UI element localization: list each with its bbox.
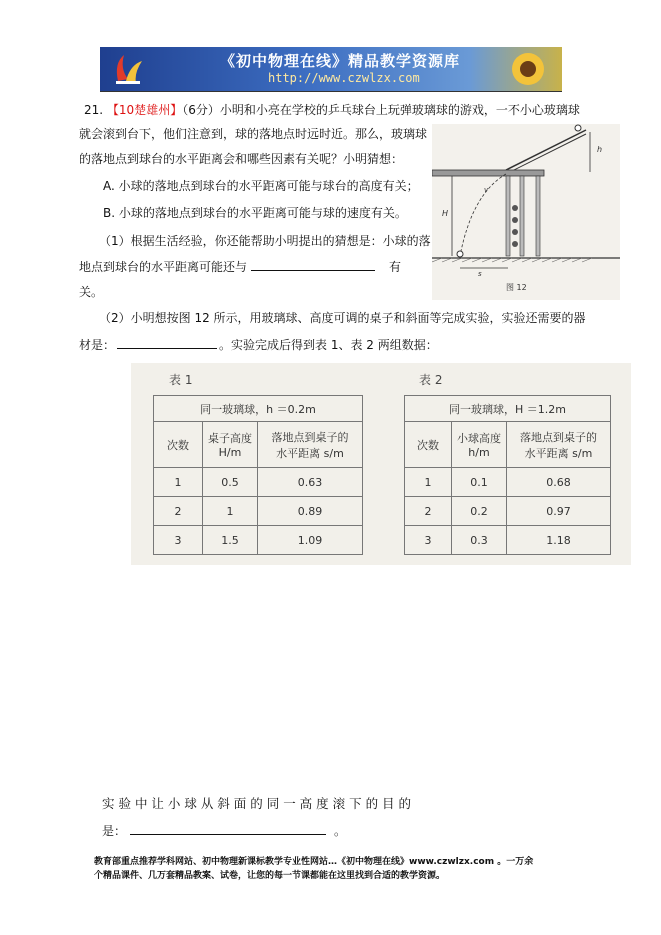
- q2-line-2-pre: 材是：: [79, 338, 116, 352]
- question-line-3: 的落地点到球台的水平距离会和哪些因素有关呢？小明猜想：: [79, 152, 404, 166]
- footer-line-2: 个精品课件、几万套精品教案、试卷，让您的每一节课都能在这里找到合适的教学资源。: [94, 871, 446, 881]
- label-v: v: [484, 186, 489, 194]
- q1-line-1: （1）根据生活经验，你还能帮助小明提出的猜想是：小球的落: [99, 234, 431, 248]
- q3-answer-blank[interactable]: [130, 822, 326, 835]
- question-source: 【10楚雄州】: [106, 103, 183, 117]
- table-row: 2 0.2 0.97: [405, 497, 611, 526]
- table1-title: 同一玻璃球，h ＝0.2m: [154, 396, 363, 422]
- q1-line-3: 关。: [79, 285, 104, 299]
- q3-line-2-pre: 是：: [102, 824, 127, 838]
- question-number: 21.: [84, 103, 104, 117]
- q2-line-1: （2）小明想按图 12 所示，用玻璃球、高度可调的桌子和斜面等完成实验，实验还需要的器: [99, 311, 586, 325]
- data-tables: [131, 363, 631, 565]
- table-row: 3 0.3 1.18: [405, 526, 611, 555]
- table2-header-distance: 落地点到桌子的 水平距离 s/m: [507, 422, 611, 468]
- table2-caption: 表 2: [419, 373, 443, 387]
- footer-note: [94, 855, 584, 883]
- table1-header-height: 桌子高度 H/m: [203, 422, 258, 468]
- table1-header-distance: 落地点到桌子的 水平距离 s/m: [258, 422, 363, 468]
- table-row: 1 0.1 0.68: [405, 468, 611, 497]
- site-logo-icon: [110, 51, 146, 87]
- q3-line-1: 实 验 中 让 小 球 从 斜 面 的 同 一 高 度 滚 下 的 目 的: [102, 796, 412, 811]
- table-2: [404, 395, 611, 555]
- q2-answer-blank[interactable]: [117, 336, 217, 349]
- q1-line-2-post: 有: [389, 260, 402, 274]
- table2-header-count: 次数: [405, 422, 452, 468]
- q3-line-2-post: 。: [334, 824, 347, 838]
- table-row: 1 0.5 0.63: [154, 468, 363, 497]
- q1-line-2-pre: 地点到球台的水平距离可能还与: [79, 260, 248, 274]
- question-score: （6分）: [182, 103, 220, 117]
- label-H: H: [442, 209, 449, 218]
- banner-title: 《初中物理在线》精品教学资源库: [220, 52, 461, 70]
- table-row: 3 1.5 1.09: [154, 526, 363, 555]
- option-b: B. 小球的落地点到球台的水平距离可能与球的速度有关。: [103, 206, 407, 220]
- question-line-1: [84, 102, 580, 118]
- question-line-2: 就会滚到台下，他们注意到，球的落地点时远时近。那么，玻璃球: [79, 127, 428, 141]
- label-h: h: [597, 145, 603, 154]
- figure-12: [432, 124, 620, 300]
- footer-line-1: 教育部重点推荐学科网站、初中物理新课标教学专业性网站…《初中物理在线》www.czwlzx.com 。一万余: [94, 857, 534, 867]
- table1-caption: 表 1: [169, 373, 193, 387]
- table1-header-count: 次数: [154, 422, 203, 468]
- table-1: [153, 395, 363, 555]
- figure-caption: 图 12: [506, 283, 527, 292]
- table2-title: 同一玻璃球，H ＝1.2m: [405, 396, 611, 422]
- table-row: 2 1 0.89: [154, 497, 363, 526]
- q3-line-2: [102, 822, 346, 839]
- label-s: s: [478, 270, 482, 278]
- table2-header-height: 小球高度 h/m: [452, 422, 507, 468]
- q2-line-2: [79, 336, 438, 353]
- banner-url: http://www.czwlzx.com: [268, 71, 420, 85]
- q2-line-2-post: 。实验完成后得到表 1、表 2 两组数据：: [219, 338, 438, 352]
- question-line-1-text: 小明和小亮在学校的乒乓球台上玩弹玻璃球的游戏，一不小心玻璃球: [219, 103, 580, 117]
- figure-12-drawing: [432, 124, 620, 300]
- q1-line-2: [79, 258, 401, 275]
- sunflower-icon: [508, 49, 548, 89]
- option-a: A. 小球的落地点到球台的水平距离可能与球台的高度有关；: [103, 179, 419, 193]
- header-banner: [100, 47, 562, 92]
- q1-answer-blank[interactable]: [251, 258, 375, 271]
